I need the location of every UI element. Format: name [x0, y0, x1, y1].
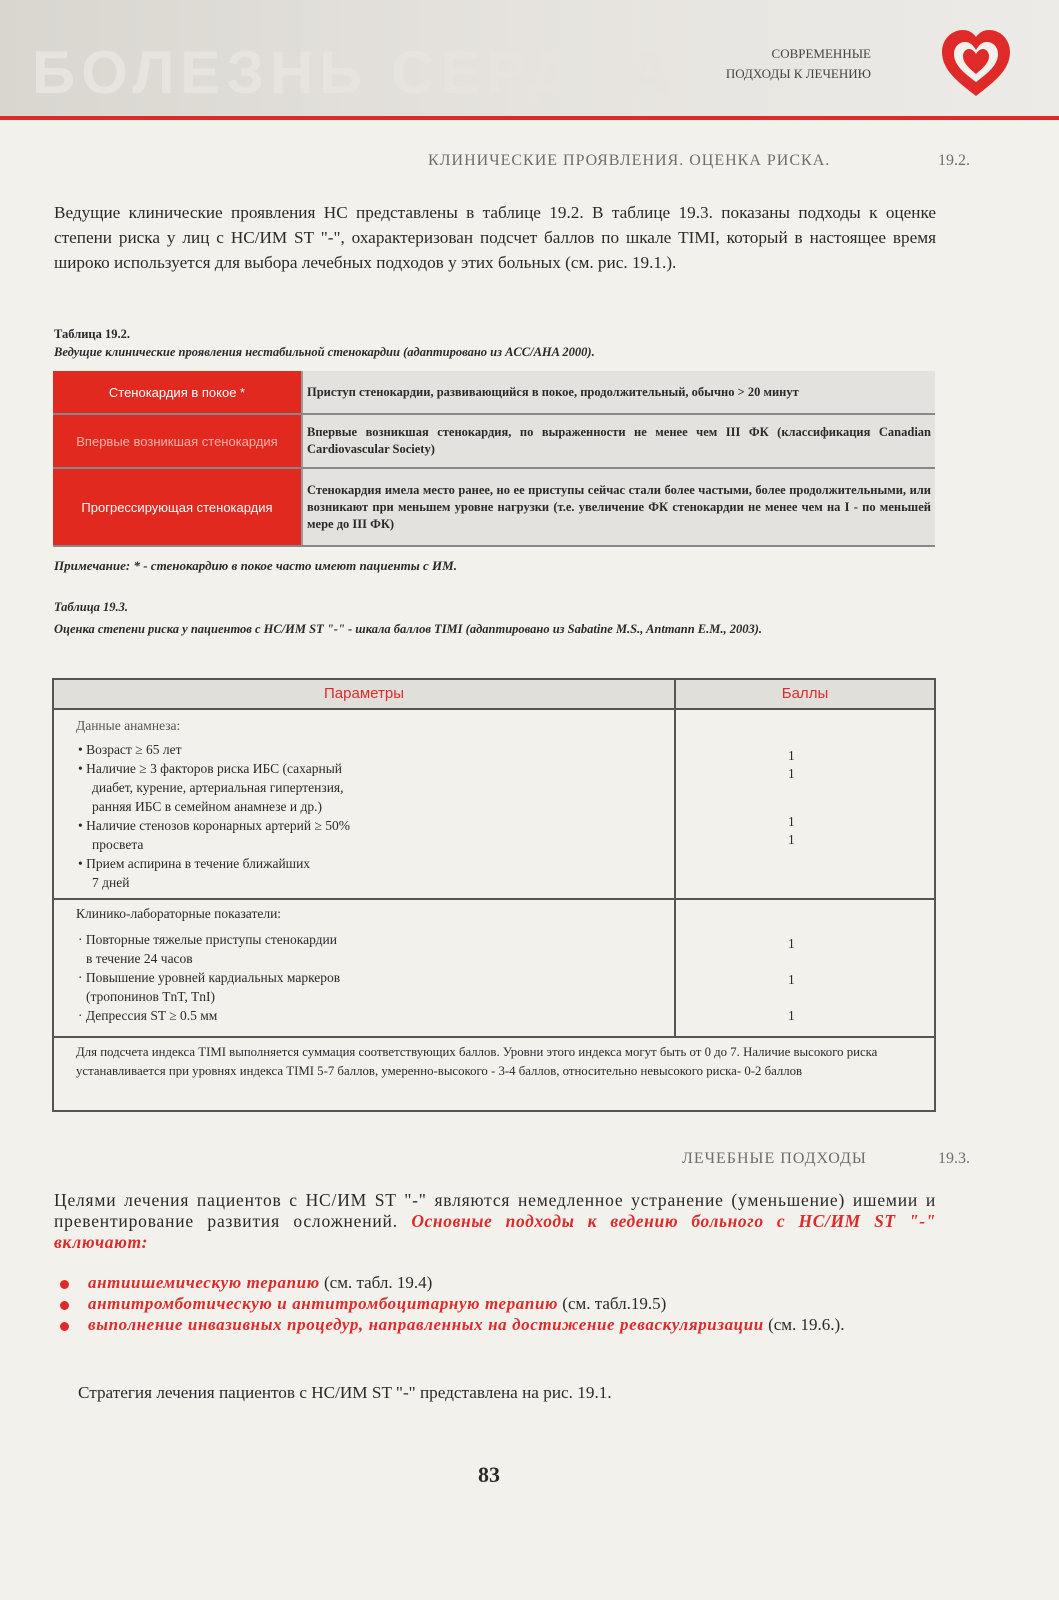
running-title	[726, 44, 871, 84]
page-number: 83	[478, 1462, 500, 1487]
row-label: Впервые возникшая стенокардия	[53, 414, 302, 468]
column-divider	[674, 680, 676, 1038]
approaches-list	[54, 1272, 936, 1335]
bullet-icon	[60, 1322, 69, 1331]
heart-icon	[938, 26, 1014, 102]
list-item	[54, 1272, 936, 1293]
row-divider	[54, 898, 934, 900]
table-title: Ведущие клинические проявления нестабильной стенокардии (адаптировано из ACC/AHA 2000).	[54, 345, 595, 359]
paragraph-text: Целями лечения пациентов с НС/ИМ ST "-" являются немедленное устранение (уменьшение) ишемии и превентирование развития осложнений.	[54, 1190, 936, 1231]
section-heading: ЛЕЧЕБНЫЕ ПОДХОДЫ	[682, 1150, 867, 1167]
page-header	[0, 0, 1059, 118]
score-value: 1	[788, 832, 795, 847]
list-item: ранняя ИБС в семейном анамнезе и др.)	[92, 799, 322, 814]
timi-table	[52, 678, 936, 1112]
section-number: 19.3.	[938, 1150, 970, 1167]
bullet-icon	[60, 1280, 69, 1289]
group-title: Клинико-лабораторные показатели:	[76, 906, 282, 921]
group-title: Данные анамнеза:	[76, 718, 181, 733]
row-text: Приступ стенокардии, развивающийся в покое, продолжительный, обычно > 20 минут	[302, 371, 935, 414]
running-title-line2: ПОДХОДЫ К ЛЕЧЕНИЮ	[725, 66, 871, 81]
section-heading: КЛИНИЧЕСКИЕ ПРОЯВЛЕНИЯ. ОЦЕНКА РИСКА.	[428, 152, 831, 169]
table-footer: Для подсчета индекса TIMI выполняется суммация соответствующих баллов. Уровни этого индекса могут быть от 0 до 7. Наличие высокого риска устанавливается при уровнях индекса TIMI 5-7 баллов, умеренно-высокого - 3-4 баллов, относительно невысокого риска- 0-2 баллов	[76, 1045, 878, 1078]
score-value: 1	[788, 1008, 795, 1023]
item-emphasis: выполнение инвазивных процедур, направленных на достижение реваскуляризации	[88, 1315, 764, 1334]
table-note: Примечание: * - стенокардию в покое часто имеют пациенты с ИМ.	[54, 558, 457, 573]
row-text: Стенокардия имела место ранее, но ее приступы сейчас стали более частыми, более продолжительными, или возникают при меньшем уровне нагрузки (т.е. увеличение ФК стенокардии не менее чем на I - по меньшей мере до III ФК)	[302, 468, 935, 546]
header-divider	[0, 116, 1059, 120]
column-header-parameters: Параметры	[324, 685, 404, 702]
list-item	[54, 1293, 936, 1314]
score-value: 1	[788, 766, 795, 781]
item-reference: (см. 19.6.).	[763, 1315, 845, 1334]
group-items	[78, 930, 340, 1025]
score-value: 1	[788, 814, 795, 829]
table-header	[54, 680, 934, 710]
row-text: Впервые возникшая стенокардия, по выраженности не менее чем III ФК (классификация Canadian Cardiovascular Society)	[302, 414, 935, 468]
list-item: · Повышение уровней кардиальных маркеров	[78, 970, 341, 985]
list-item: 7 дней	[92, 875, 130, 890]
list-item	[54, 1314, 936, 1335]
bullet-icon	[60, 1301, 69, 1310]
row-label: Стенокардия в покое *	[53, 371, 302, 414]
list-item: в течение 24 часов	[86, 951, 193, 966]
table-row	[53, 414, 935, 468]
strategy-sentence: Стратегия лечения пациентов с НС/ИМ ST "-" представлена на рис. 19.1.	[78, 1383, 612, 1402]
list-item: • Прием аспирина в течение ближайших	[78, 856, 311, 871]
score-value: 1	[788, 972, 795, 987]
list-item: диабет, курение, артериальная гипертензия,	[92, 780, 344, 795]
list-item: • Наличие стенозов коронарных артерий ≥ 50%	[78, 818, 350, 833]
table-row	[53, 468, 935, 546]
list-item: (тропонинов TnT, TnI)	[86, 989, 215, 1004]
list-item: · Повторные тяжелые приступы стенокардии	[78, 932, 337, 947]
table-label: Таблица 19.3.	[54, 600, 129, 614]
list-item: · Депрессия ST ≥ 0.5 мм	[78, 1008, 218, 1023]
list-item: • Наличие ≥ 3 факторов риска ИБС (сахарный	[78, 761, 343, 776]
item-emphasis: антиишемическую терапию	[88, 1273, 320, 1292]
list-item: просвета	[92, 837, 144, 852]
table-title: Оценка степени риска у пациентов с НС/ИМ ST "-" - шкала баллов TIMI (адаптировано из Sabatine M.S., Antmann E.M., 2003).	[54, 622, 763, 636]
running-title-line1: СОВРЕМЕННЫЕ	[771, 46, 871, 61]
item-reference: (см. табл.19.5)	[558, 1294, 667, 1313]
item-emphasis: антитромботическую и антитромбоцитарную терапию	[88, 1294, 559, 1313]
intro-paragraph: Ведущие клинические проявления НС представлены в таблице 19.2. В таблице 19.3. показаны подходы к оценке степени риска у лиц с НС/ИМ ST "-", охарактеризован подсчет баллов по шкале TIMI, который в настоящее время широко используется для выбора лечебных подходов у этих больных (см. рис. 19.1.).	[54, 203, 936, 272]
score-value: 1	[788, 748, 795, 763]
header-ghost-title: БОЛЕЗНЬ СЕРДЦА	[32, 39, 677, 106]
table-row	[53, 371, 935, 414]
column-header-scores: Баллы	[781, 685, 829, 702]
list-item: • Возраст ≥ 65 лет	[78, 742, 182, 757]
table-label: Таблица 19.2.	[54, 327, 131, 341]
score-value: 1	[788, 936, 795, 951]
paragraph-emphasis: Основные подходы к ведению больного с НС/ИМ ST "-" включают:	[54, 1211, 936, 1252]
angina-table	[53, 371, 935, 547]
row-divider	[54, 1036, 934, 1038]
item-reference: (см. табл. 19.4)	[319, 1273, 433, 1292]
treatment-paragraph	[54, 1190, 936, 1253]
row-label: Прогрессирующая стенокардия	[53, 468, 302, 546]
group-items	[78, 740, 350, 892]
section-number: 19.2.	[938, 152, 970, 169]
